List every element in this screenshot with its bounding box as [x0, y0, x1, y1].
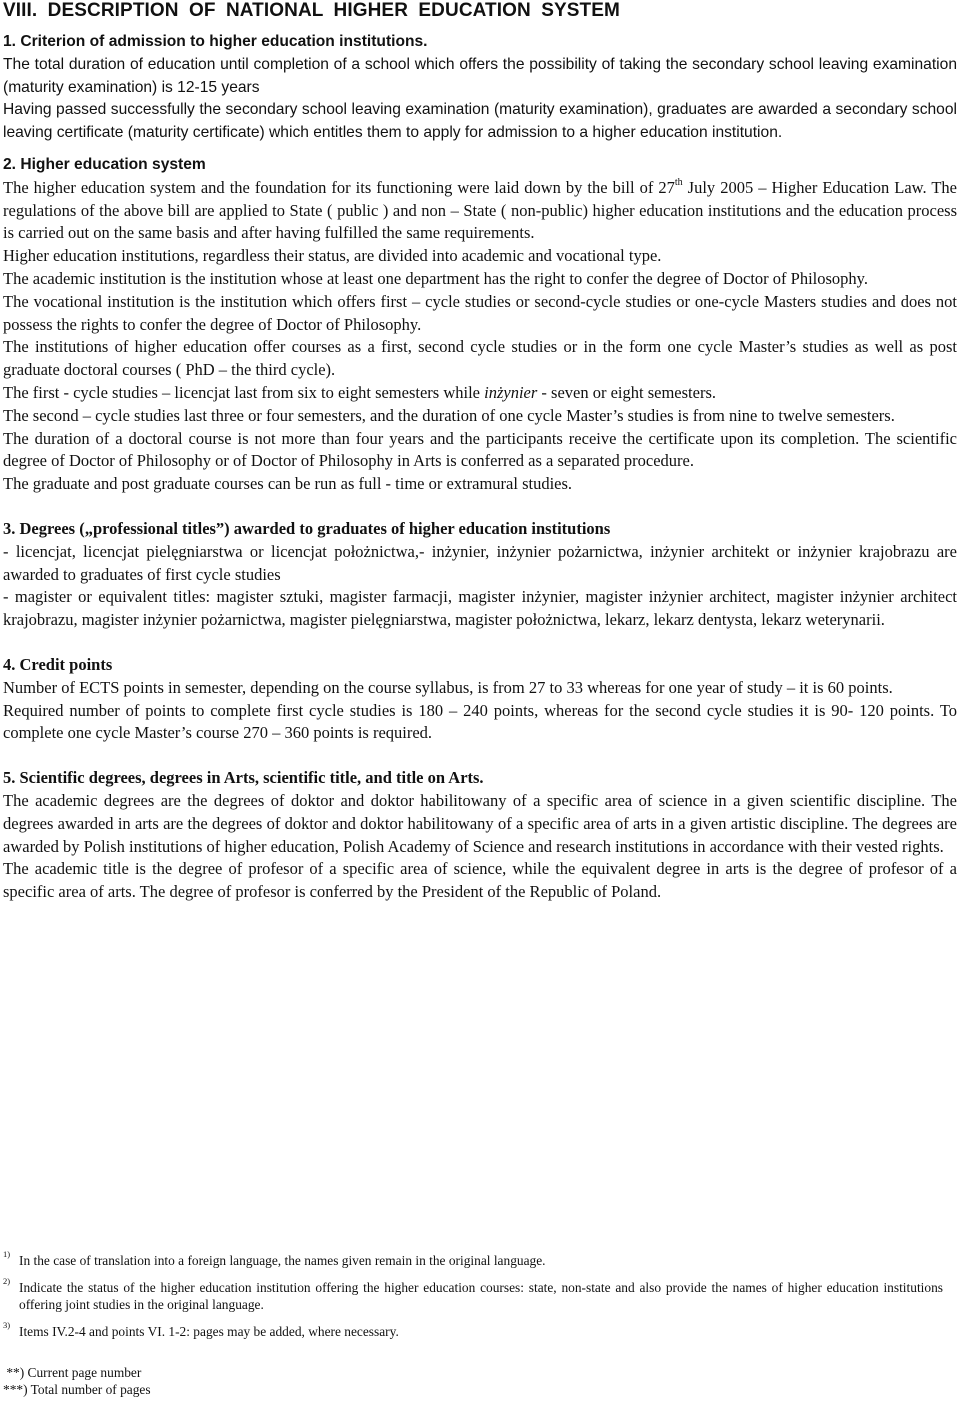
- emphasis: inżynier: [484, 382, 538, 402]
- section-3-paragraph: - licencjat, licencjat pielęgniarstwa or licencjat położnictwa,- inżynier, inżynier pożarnictwa, inżynier architekt or inżynier krajobrazu are awarded to graduates of first cycle studies: [3, 541, 957, 584]
- paragraph-text: The first - cycle studies – licencjat last from six to eight semesters while: [3, 382, 485, 402]
- section-1-paragraph: The total duration of education until completion of a school which offers the possibility of taking the secondary school leaving examination (maturity examination) is 12-15 years: [3, 55, 957, 96]
- footnote: [3, 1249, 943, 1269]
- section-1-heading: 1. Criterion of admission to higher education institutions.: [3, 33, 428, 50]
- section-4: [3, 654, 957, 745]
- section-4-paragraph: Number of ECTS points in semester, depending on the course syllabus, is from 27 to 33 whereas for one year of study – it is 60 points.: [3, 677, 893, 697]
- section-2-paragraph: The vocational institution is the institution which offers first – cycle studies or second-cycle studies or one-cycle Masters studies and does not possess the rights to confer the degree of Doctor of Philosophy.: [3, 291, 957, 334]
- section-5-paragraph: The academic degrees are the degrees of doktor and doktor habilitowany of a specific area of science in a given scientific discipline. The degrees awarded in arts are the degrees of doktor and doktor habilitowany of a specific area of arts in a given artistic discipline. The degrees are awarded by Polish institutions of higher education, Polish Academy of Science and research institutions in accordance with their vested rights.: [3, 790, 957, 856]
- section-4-heading: 4. Credit points: [3, 654, 113, 674]
- section-3: [3, 518, 957, 632]
- section-5-paragraph: The academic title is the degree of profesor of a specific area of science, while the equivalent degree in arts is the degree of profesor of a specific area of arts. The degree of profesor is conferred by the President of the Republic of Poland.: [3, 859, 957, 902]
- section-4-paragraph: Required number of points to complete first cycle studies is 180 – 240 points, whereas for the second cycle studies it is 90- 120 points. To complete one cycle Master’s course 270 – 360 points is required.: [3, 700, 957, 743]
- footnotes: [3, 1249, 943, 1340]
- section-2-heading: 2. Higher education system: [3, 155, 206, 173]
- section-2-paragraph: [3, 177, 957, 245]
- footnote-mark: 3): [3, 1320, 11, 1330]
- paragraph-text: July 2005 – Higher Education Law. The regulations of the above bill are applied to State ( public ) and non – State ( non-public) higher education institutions and the education process is carried out on the same basis and after having fulfilled the same requirements.: [3, 177, 957, 243]
- footnote: [3, 1276, 943, 1313]
- page-number-notes: [3, 1364, 151, 1398]
- section-5-heading: 5. Scientific degrees, degrees in Arts, scientific title, and title on Arts.: [3, 768, 484, 788]
- section-2-paragraph: The duration of a doctoral course is not more than four years and the participants receive the certificate upon its completion. The scientific degree of Doctor of Philosophy or of Doctor of Philosophy in Arts is conferred as a separated procedure.: [3, 428, 957, 471]
- section-2-paragraph: The second – cycle studies last three or four semesters, and the duration of one cycle Master’s studies is from nine to twelve semesters.: [3, 405, 895, 425]
- section-3-paragraph: - magister or equivalent titles: magister sztuki, magister farmacji, magister inżynier, magister inżynier architect, magister inżynier architect krajobrazu, magister inżynier pożarnictwa, magister pielęgniarstwa, magister położnictwa, lekarz, lekarz dentysta, lekarz weterynarii.: [3, 587, 957, 630]
- section-2: [3, 154, 957, 496]
- footnote-mark: 1): [3, 1249, 11, 1259]
- footnote-text: In the case of translation into a foreign language, the names given remain in the original language.: [19, 1253, 546, 1268]
- footnote-text: Indicate the status of the higher education institution offering the higher education courses: state, non-state and also provide the names of higher education institutions offering joint studies in the original language.: [19, 1280, 943, 1312]
- section-2-paragraph: [3, 382, 957, 405]
- section-1: [3, 31, 957, 145]
- section-2-paragraph: Higher education institutions, regardless their status, are divided into academic and vocational type.: [3, 246, 662, 266]
- current-page-note: **) Current page number: [3, 1365, 142, 1380]
- section-2-paragraph: The graduate and post graduate courses can be run as full - time or extramural studies.: [3, 474, 573, 494]
- paragraph-text: The higher education system and the foundation for its functioning were laid down by the bill of 27: [3, 177, 675, 197]
- section-1-paragraph: Having passed successfully the secondary school leaving examination (maturity examination), graduates are awarded a secondary school leaving certificate (maturity certificate) which entitles them to apply for admission to a higher education institution.: [3, 101, 957, 142]
- section-2-paragraph: The institutions of higher education offer courses as a first, second cycle studies or in the form one cycle Master’s studies as well as post graduate doctoral courses ( PhD – the third cycle).: [3, 337, 957, 380]
- total-pages-note: ***) Total number of pages: [3, 1382, 151, 1397]
- section-5: [3, 767, 957, 904]
- section-3-heading: 3. Degrees („professional titles”) awarded to graduates of higher education institutions: [3, 518, 611, 538]
- footnote: [3, 1320, 943, 1340]
- section-2-paragraph: The academic institution is the institution whose at least one department has the right to confer the degree of Doctor of Philosophy.: [3, 268, 868, 288]
- page-title: VIII. DESCRIPTION OF NATIONAL HIGHER EDUCATION SYSTEM: [3, 0, 620, 21]
- paragraph-text: - seven or eight semesters.: [537, 382, 716, 402]
- footnote-text: Items IV.2-4 and points VI. 1-2: pages may be added, where necessary.: [19, 1324, 399, 1339]
- superscript: th: [674, 176, 683, 188]
- footnote-mark: 2): [3, 1276, 11, 1286]
- document-page: [3, 0, 957, 904]
